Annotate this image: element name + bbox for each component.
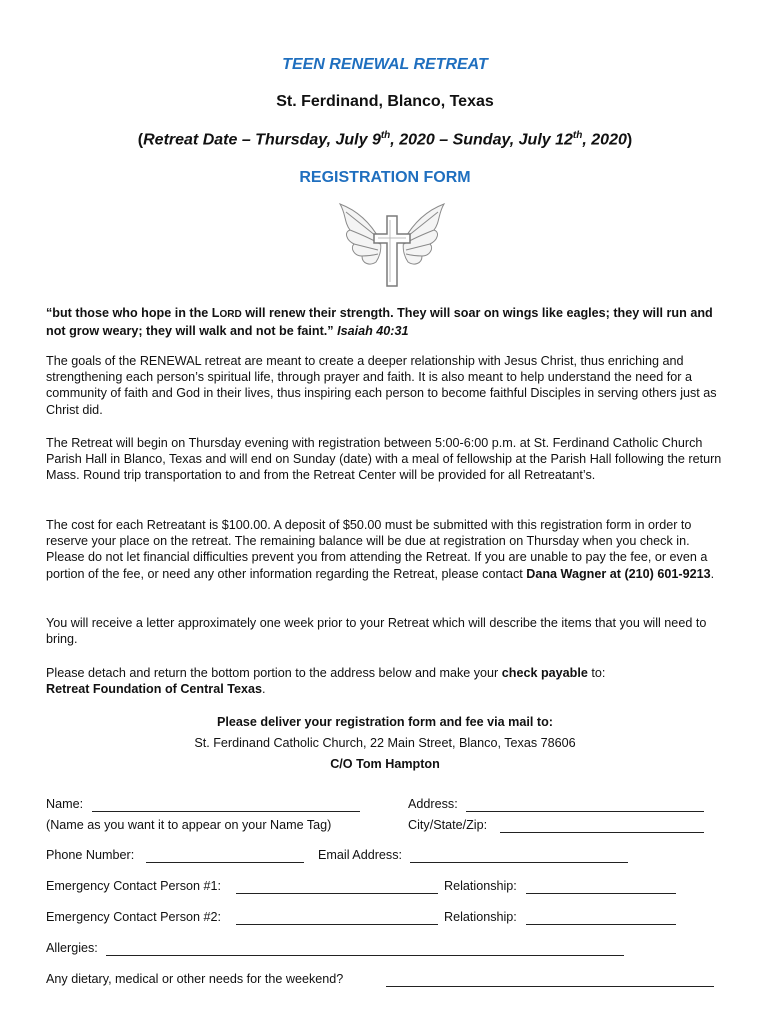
relationship-2-label: Relationship: (444, 910, 517, 924)
special-needs-label: Any dietary, medical or other needs for the weekend? (46, 972, 344, 986)
relationship-1-field[interactable] (526, 893, 676, 894)
relationship-2-field[interactable] (526, 924, 676, 925)
email-label: Email Address: (318, 848, 402, 862)
retreat-goals-paragraph: The goals of the RENEWAL retreat are meant to create a deeper relationship with Jesus Christ, thus enriching and strengthening each person’s spiritual life, through prayer and faith. It is also meant to help understand the need for a community of faith and God in their lives, thus inspiring each person to become faithful Disciples in serving others just as Christ did. (46, 354, 717, 417)
retreat-location: St. Ferdinand, Blanco, Texas (276, 93, 494, 110)
mailing-care-of: C/O Tom Hampton (330, 757, 440, 771)
email-field[interactable] (410, 862, 628, 863)
letter-notice-paragraph: You will receive a letter approximately one week prior to your Retreat which will describe the items that you will need to bring. (46, 616, 707, 647)
form-title: REGISTRATION FORM (299, 169, 471, 186)
address-field[interactable] (466, 811, 704, 812)
special-needs-field[interactable] (386, 986, 714, 987)
relationship-1-label: Relationship: (444, 879, 517, 893)
retreat-title: TEEN RENEWAL RETREAT (282, 56, 488, 73)
mailing-address: St. Ferdinand Catholic Church, 22 Main Street, Blanco, Texas 78606 (194, 736, 576, 750)
scripture-citation: Isaiah 40:31 (337, 324, 409, 339)
scripture-quote: “but those who hope in the LORD will renew their strength. They will soar on wings like eagles; they will run and not grow weary; they will walk and not be faint.” Isaiah 40:31 (46, 306, 713, 339)
city-state-zip-label: City/State/Zip: (408, 818, 488, 832)
contact-info: Dana Wagner at (210) 601-9213 (526, 566, 711, 581)
retreat-cost-paragraph: The cost for each Retreatant is $100.00. A deposit of $50.00 must be submitted with this registration form in order to reserve your place on the retreat. The remaining balance will be due at registration on Thursday when you check in. Please do not let financial difficulties prevent you from attending the Retreat. If you are unable to pay the fee, or even a portion of the fee, or need any other information regarding the Retreat, please contact Dana Wagner at (210) 601-9213. (46, 518, 715, 581)
payee-name: Retreat Foundation of Central Texas (46, 682, 262, 697)
city-state-zip-field[interactable] (500, 832, 704, 833)
phone-field[interactable] (146, 862, 304, 863)
name-label: Name: (46, 797, 84, 811)
allergies-label: Allergies: (46, 941, 98, 955)
emergency-contact-2-label: Emergency Contact Person #2: (46, 910, 222, 924)
emergency-contact-1-label: Emergency Contact Person #1: (46, 879, 222, 893)
payment-instructions-paragraph: Please detach and return the bottom portion to the address below and make your check payable to: Retreat Foundation of Central Texas. (46, 666, 606, 697)
name-note: (Name as you want it to appear on your Name Tag) (46, 818, 332, 832)
winged-cross-icon (336, 200, 448, 292)
allergies-field[interactable] (106, 955, 624, 956)
emergency-contact-2-field[interactable] (236, 924, 438, 925)
address-label: Address: (408, 797, 458, 811)
phone-label: Phone Number: (46, 848, 135, 862)
mailing-instruction: Please deliver your registration form and fee via mail to: (217, 715, 553, 729)
retreat-schedule-paragraph: The Retreat will begin on Thursday evening with registration between 5:00-6:00 p.m. at St. Ferdinand Catholic Church Parish Hall in Blanco, Texas and will end on Sunday (date) with a meal of fellowship at the Parish Hall following the return Mass. Round trip transportation to and from the Retreat Center will be provided for all Retreatant’s. (46, 436, 722, 483)
name-field[interactable] (92, 811, 360, 812)
emergency-contact-1-field[interactable] (236, 893, 438, 894)
retreat-dates: (Retreat Date – Thursday, July 9th, 2020 – Sunday, July 12th, 2020) (137, 130, 633, 149)
